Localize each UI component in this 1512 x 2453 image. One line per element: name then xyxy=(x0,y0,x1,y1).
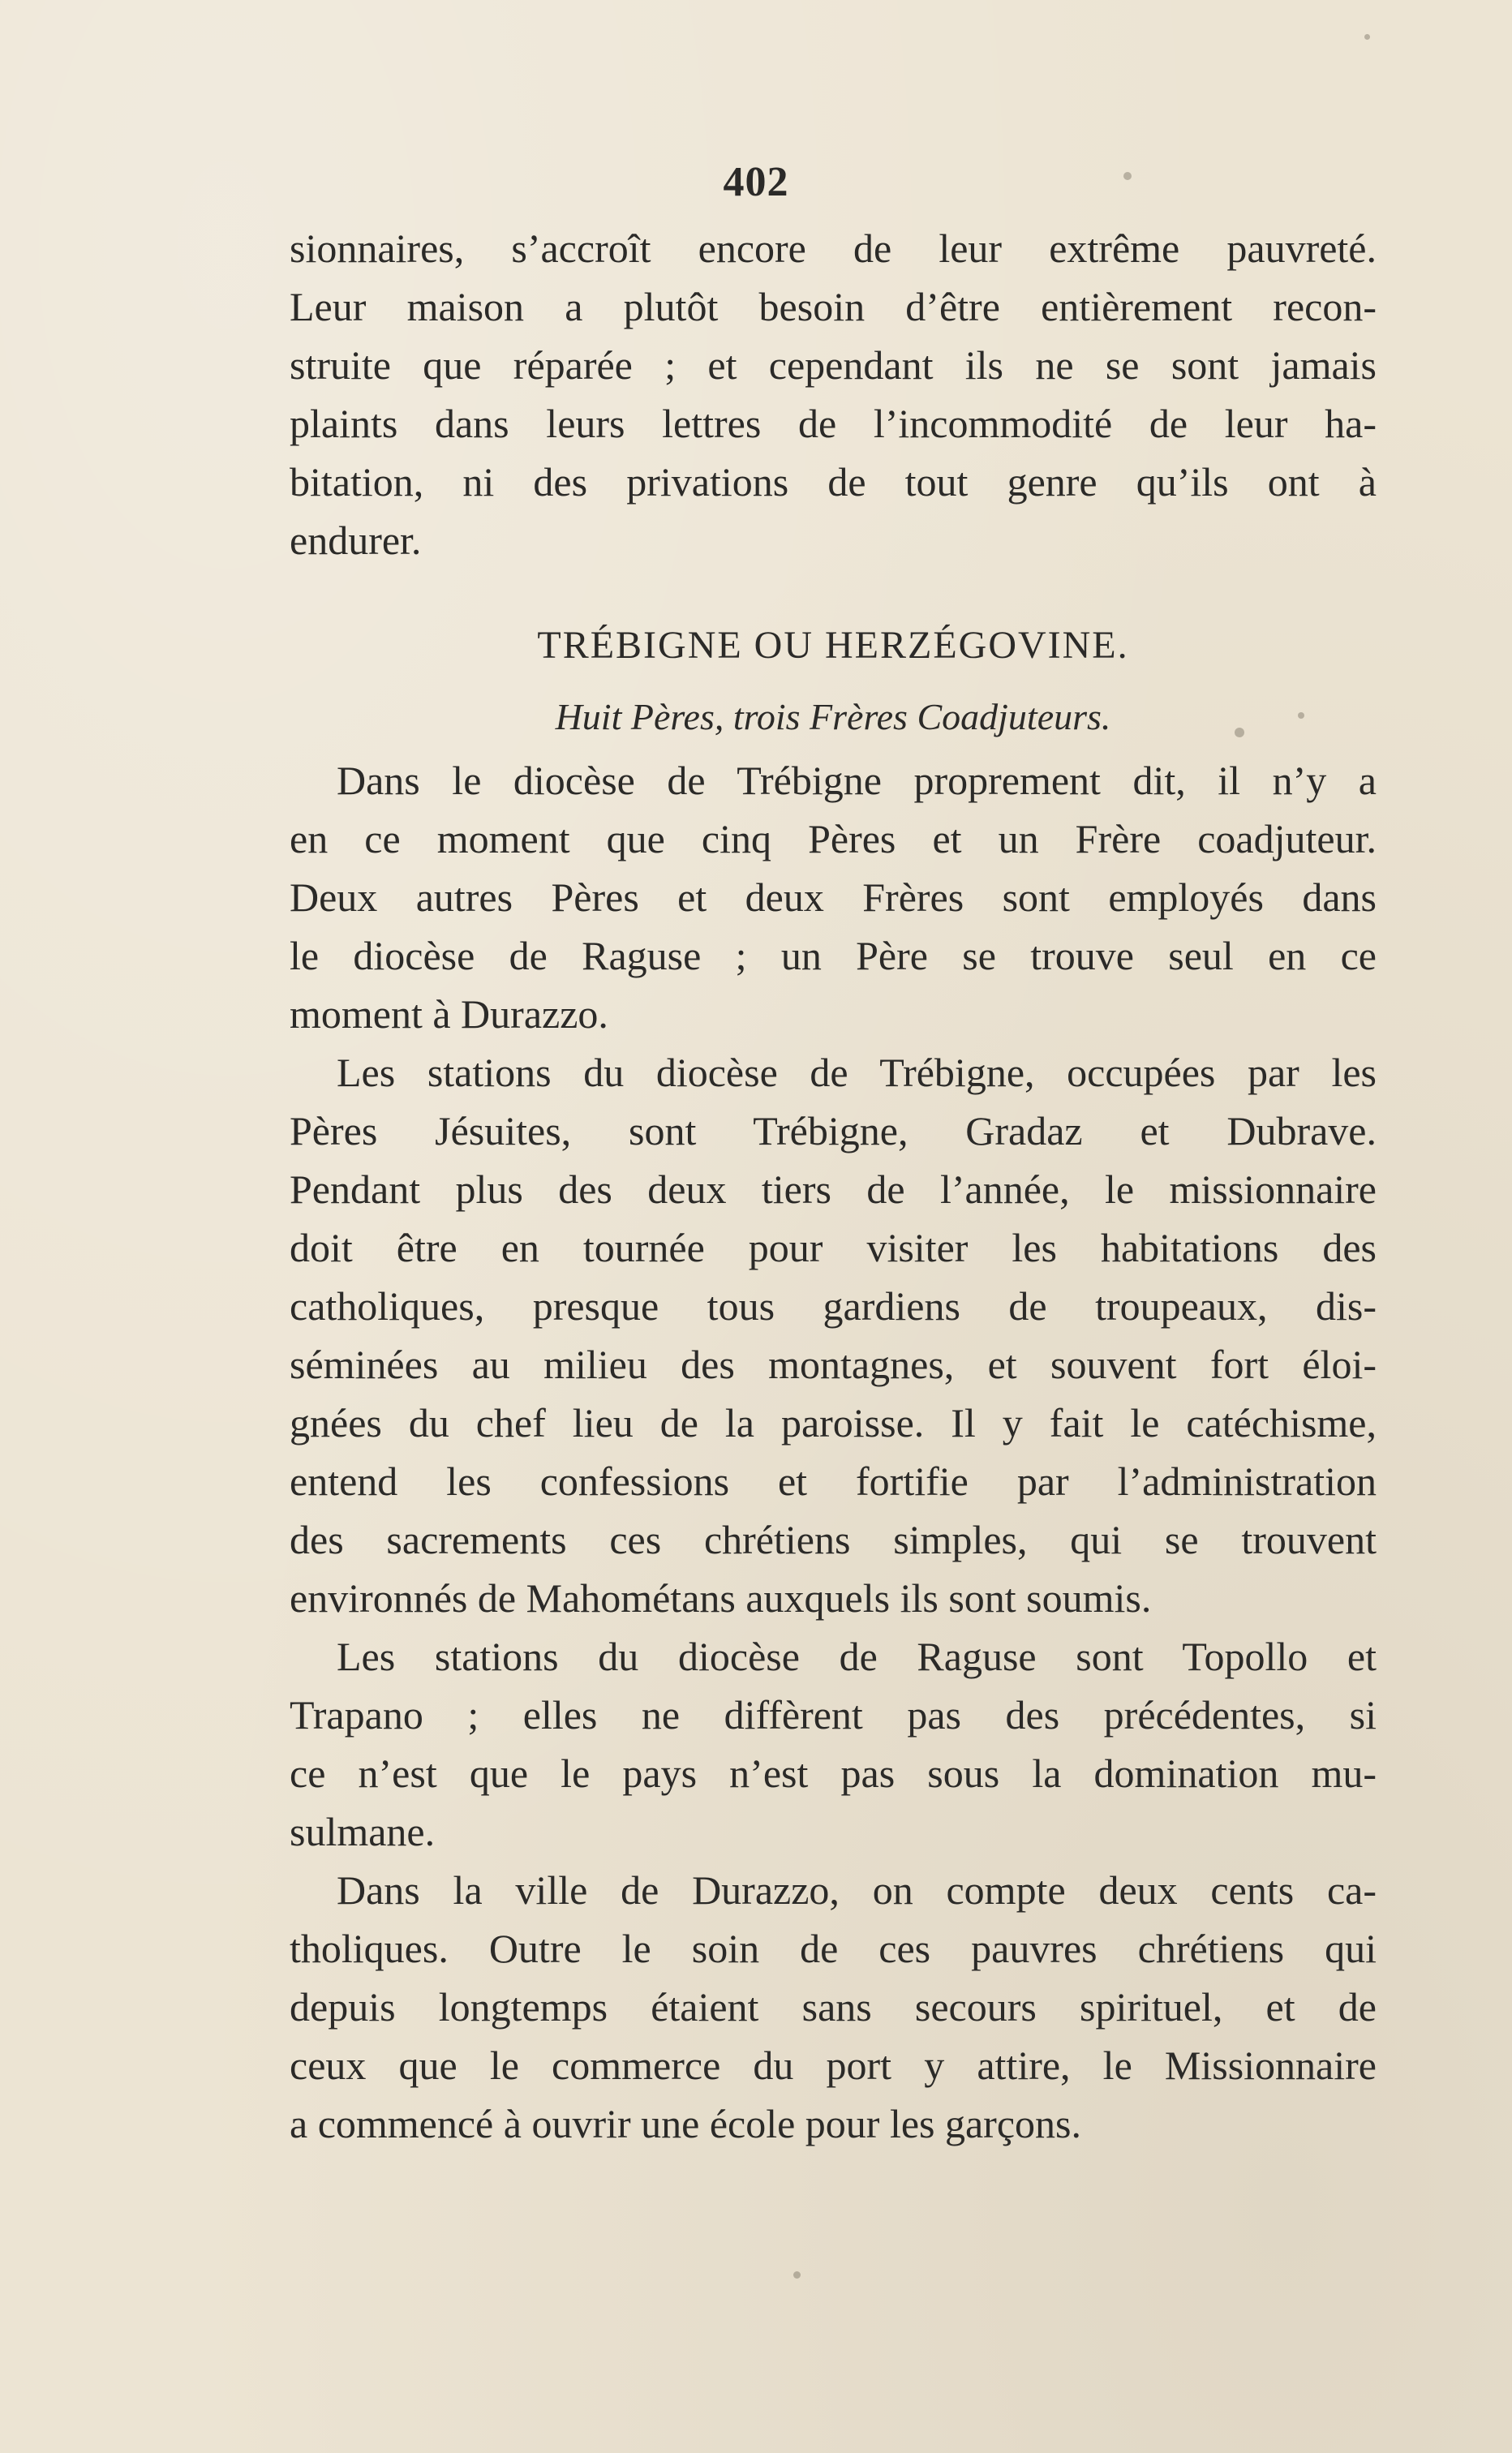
text-line: catholiques, presque tous gardiens de troupeaux, dis- xyxy=(290,1283,1377,1329)
text-line: Deux autres Pères et deux Frères sont employés dans xyxy=(290,874,1377,920)
page-number: 402 xyxy=(723,159,789,205)
text-line: environnés de Mahométans auxquels ils sont soumis. xyxy=(290,1575,1152,1621)
text-line: le diocèse de Raguse ; un Père se trouve seul en ce xyxy=(290,933,1377,978)
paper-speck xyxy=(793,2271,801,2279)
text-line: ceux que le commerce du port y attire, le Missionnaire xyxy=(290,2043,1377,2088)
text-line: endurer. xyxy=(290,518,422,563)
section-heading: TRÉBIGNE OU HERZÉGOVINE. xyxy=(537,624,1129,667)
text-line: Dans le diocèse de Trébigne proprement dit, il n’y a xyxy=(337,758,1377,803)
text-line: entend les confessions et fortifie par l’administration xyxy=(290,1458,1377,1504)
text-line: sulmane. xyxy=(290,1809,436,1854)
text-line: Dans la ville de Durazzo, on compte deux cents ca- xyxy=(337,1867,1377,1913)
text-line: Les stations du diocèse de Trébigne, occupées par les xyxy=(337,1050,1377,1095)
text-line: ce n’est que le pays n’est pas sous la domination mu- xyxy=(290,1751,1377,1796)
text-line: Trapano ; elles ne diffèrent pas des précédentes, si xyxy=(290,1692,1377,1738)
section-subtitle: Huit Pères, trois Frères Coadjuteurs. xyxy=(555,696,1111,737)
paragraph xyxy=(290,1627,1377,1861)
text-line: depuis longtemps étaient sans secours spirituel, et de xyxy=(290,1984,1377,2030)
text-line: sionnaires, s’accroît encore de leur extrême pauvreté. xyxy=(290,226,1377,271)
text-line: bitation, ni des privations de tout genre qu’ils ont à xyxy=(290,459,1377,505)
body-text xyxy=(290,219,1377,2153)
text-line: en ce moment que cinq Pères et un Frère coadjuteur. xyxy=(290,816,1377,861)
text-line: struite que réparée ; et cependant ils ne se sont jamais xyxy=(290,342,1377,388)
text-line: Leur maison a plutôt besoin d’être entièrement recon- xyxy=(290,284,1377,329)
text-line: a commencé à ouvrir une école pour les garçons. xyxy=(290,2101,1081,2146)
text-line: Pères Jésuites, sont Trébigne, Gradaz et Dubrave. xyxy=(290,1108,1377,1153)
text-line: séminées au milieu des montagnes, et souvent fort éloi- xyxy=(290,1342,1377,1387)
paragraph xyxy=(290,1043,1377,1627)
paragraph-continuation xyxy=(290,219,1377,569)
paragraph xyxy=(290,1861,1377,2153)
text-line: gnées du chef lieu de la paroisse. Il y fait le catéchisme, xyxy=(290,1400,1377,1446)
paragraph xyxy=(290,751,1377,1043)
text-line: moment à Durazzo. xyxy=(290,991,608,1037)
text-line: doit être en tournée pour visiter les habitations des xyxy=(290,1225,1377,1270)
text-line: plaints dans leurs lettres de l’incommodité de leur ha- xyxy=(290,401,1377,446)
text-line: Pendant plus des deux tiers de l’année, le missionnaire xyxy=(290,1166,1377,1212)
text-line: des sacrements ces chrétiens simples, qui se trouvent xyxy=(290,1517,1377,1562)
text-line: tholiques. Outre le soin de ces pauvres chrétiens qui xyxy=(290,1926,1377,1971)
paper-speck xyxy=(1364,34,1370,40)
text-line: Les stations du diocèse de Raguse sont Topollo et xyxy=(337,1634,1377,1679)
